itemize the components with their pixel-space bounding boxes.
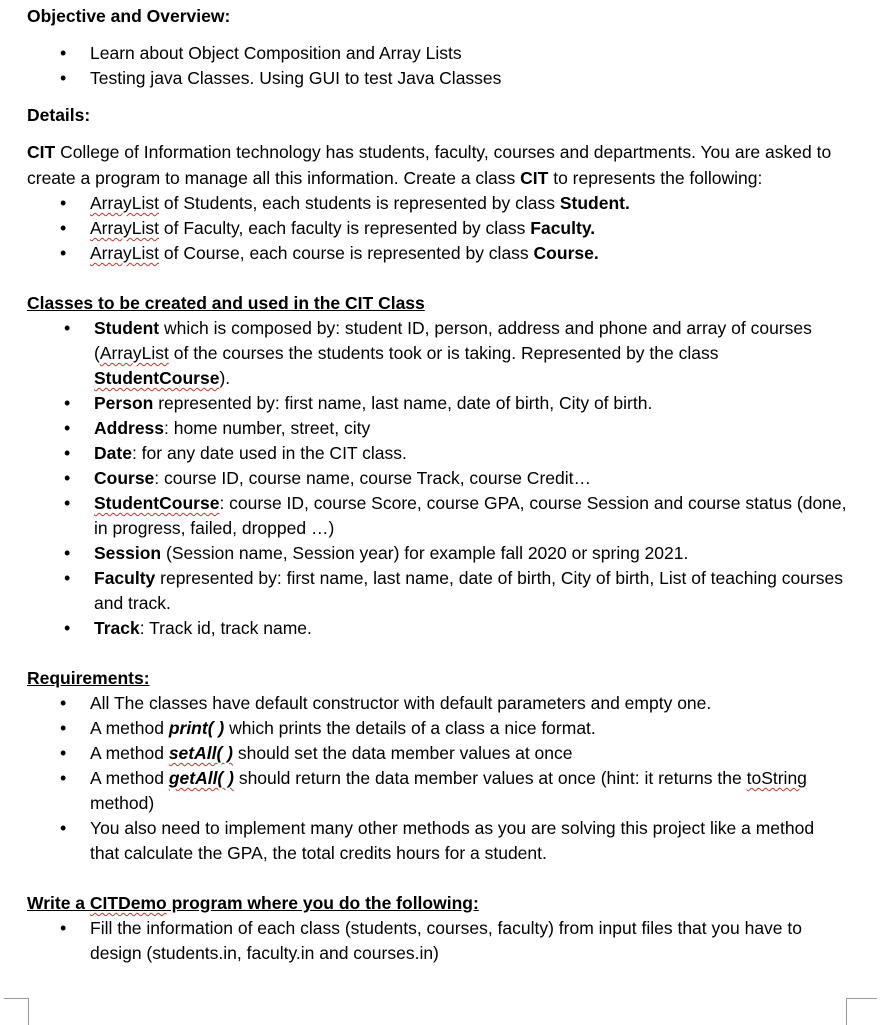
list-item: • Student which is composed by: student ID, person, address and phone and array of courses (ArrayList of the courses the students took or is taking. Represented by the class StudentCourse).	[94, 316, 847, 391]
requirements-heading: Requirements:	[27, 668, 150, 688]
list-item: • A method getAll( ) should return the data member values at once (hint: it returns the toString method)	[90, 766, 847, 816]
classes-list	[27, 316, 847, 641]
page-corner-mark-left	[4, 998, 29, 1025]
list-item: • Session (Session name, Session year) for example fall 2020 or spring 2021.	[94, 541, 847, 566]
details-intro: CIT College of Information technology has students, faculty, courses and departments. You are asked to create a program to manage all this information. Create a class CIT to represents the following:	[27, 142, 832, 188]
list-item: • StudentCourse: course ID, course Score, course GPA, course Session and course status (done, in progress, failed, dropped …)	[94, 491, 847, 541]
page-corner-mark-right	[846, 998, 877, 1025]
list-item: • ArrayList of Students, each students is represented by class Student.	[90, 191, 847, 216]
details-heading: Details:	[27, 105, 91, 125]
list-item: • Date: for any date used in the CIT class.	[94, 441, 847, 466]
list-item: • Person represented by: first name, last name, date of birth, City of birth.	[94, 391, 847, 416]
list-item: • A method setAll( ) should set the data member values at once	[90, 741, 847, 766]
classes-heading: Classes to be created and used in the CIT Class	[27, 293, 425, 313]
cit-list	[27, 191, 847, 266]
list-item: • Course: course ID, course name, course Track, course Credit…	[94, 466, 847, 491]
list-item: • ArrayList of Faculty, each faculty is represented by class Faculty.	[90, 216, 847, 241]
requirements-list	[27, 691, 847, 866]
list-item: • You also need to implement many other methods as you are solving this project like a method that calculate the GPA, the total credits hours for a student.	[90, 816, 847, 866]
list-item: • Track: Track id, track name.	[94, 616, 847, 641]
list-item: • Learn about Object Composition and Array Lists	[90, 41, 847, 66]
demo-list	[27, 916, 847, 966]
list-item: • ArrayList of Course, each course is represented by class Course.	[90, 241, 847, 266]
list-item: • All The classes have default constructor with default parameters and empty one.	[90, 691, 847, 716]
list-item: • Address: home number, street, city	[94, 416, 847, 441]
demo-heading: Write a CITDemo program where you do the following:	[27, 893, 479, 913]
objective-heading: Objective and Overview:	[27, 6, 231, 26]
document-page	[27, 4, 847, 966]
list-item: • A method print( ) which prints the details of a class a nice format.	[90, 716, 847, 741]
list-item: • Fill the information of each class (students, courses, faculty) from input files that you have to design (students.in, faculty.in and courses.in)	[90, 916, 847, 966]
list-item: • Testing java Classes. Using GUI to test Java Classes	[90, 66, 847, 91]
objective-list	[27, 41, 847, 91]
list-item: • Faculty represented by: first name, last name, date of birth, City of birth, List of teaching courses and track.	[94, 566, 847, 616]
